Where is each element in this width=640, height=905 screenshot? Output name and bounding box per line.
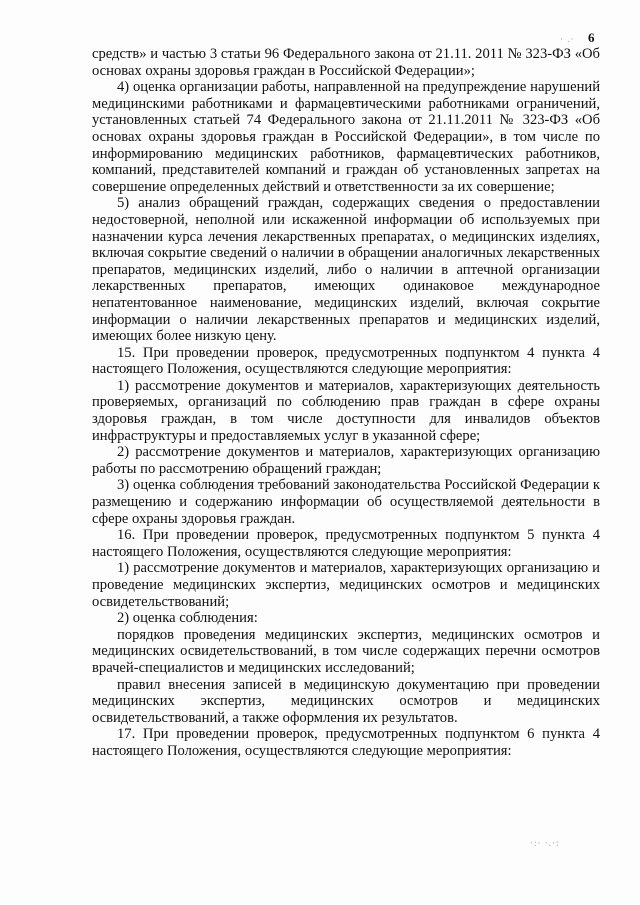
paragraph: 4) оценка организации работы, направленной на предупреждение нарушений медицинскими работниками и фармацевтическими работниками ограничений, установленных статьей 74 Федерального закона от 21.11.2011 № 323-ФЗ «Об основах охраны здоровья граждан в Российской Федерации», в том числе по информированию медицинских работников, фармацевтических работников, компаний, представителей компаний и граждан об установленных запретах на совершение определенных действий и ответственности за их совершение; (92, 79, 600, 195)
paragraph: 1) рассмотрение документов и материалов, характеризующих организацию и проведение медицинских экспертиз, медицинских осмотров и медицинских освидетельствований; (92, 560, 600, 610)
scan-artifact-bottom: ·:· ·.·: (530, 838, 560, 848)
paragraph: правил внесения записей в медицинскую документацию при проведении медицинских экспертиз, медицинских осмотров и медицинских освидетельствований, а также оформления их результатов. (92, 676, 600, 726)
page-number: 6 (588, 30, 595, 45)
paragraph: 5) анализ обращений граждан, содержащих сведения о предоставлении недостоверной, неполной или искаженной информации об используемых при назначении курса лечения лекарственных препаратах, о медицинских изделиях, включая сокрытие сведений о наличии в обращении аналогичных лекарственных препаратов, медицинских изделий, либо о наличии в аптечной организации лекарственных препаратов, имеющих одинаковое международное непатентованное наименование, медицинских изделий, включая сокрытие информации о наличии лекарственных препаратов и медицинских изделий, имеющих более низкую цену. (92, 195, 600, 345)
document-body (92, 46, 600, 760)
paragraph: 15. При проведении проверок, предусмотренных подпунктом 4 пункта 4 настоящего Положения, осуществляются следующие мероприятия: (92, 344, 600, 378)
paragraph: 16. При проведении проверок, предусмотренных подпунктом 5 пункта 4 настоящего Положения, осуществляются следующие мероприятия: (92, 527, 600, 560)
scan-artifact-top: · .· (560, 34, 575, 44)
paragraph: 1) рассмотрение документов и материалов, характеризующих деятельность проверяемых, организаций по соблюдению прав граждан в сфере охраны здоровья граждан, в том числе доступности для инвалидов объектов инфраструктуры и предоставляемых услуг в указанной сфере; (92, 377, 600, 444)
paragraph: средств» и частью 3 статьи 96 Федерального закона от 21.11. 2011 № 323-ФЗ «Об основах охраны здоровья граждан в Российской Федерации»; (92, 46, 600, 79)
paragraph: 17. При проведении проверок, предусмотренных подпунктом 6 пункта 4 настоящего Положения, осуществляются следующие мероприятия: (92, 726, 600, 759)
paragraph: порядков проведения медицинских экспертиз, медицинских осмотров и медицинских освидетельствований, в том числе содержащих перечни осмотров врачей-специалистов и медицинских исследований; (92, 626, 600, 676)
paragraph: 3) оценка соблюдения требований законодательства Российской Федерации к размещению и содержанию информации об осуществляемой деятельности в сфере охраны здоровья граждан. (92, 477, 600, 527)
paragraph: 2) оценка соблюдения: (117, 610, 258, 627)
paragraph: 2) рассмотрение документов и материалов, характеризующих организацию работы по рассмотрению обращений граждан; (92, 444, 600, 477)
